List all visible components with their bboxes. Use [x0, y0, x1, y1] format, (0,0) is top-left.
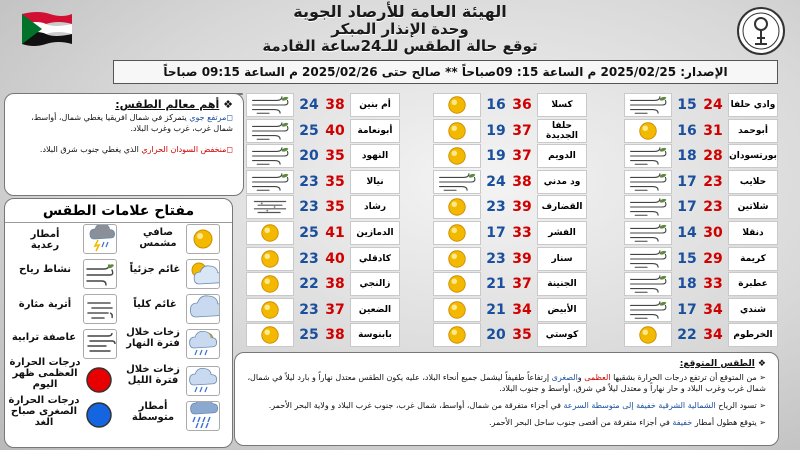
- dust-icon: [83, 294, 117, 324]
- city-name: حلايب: [728, 170, 778, 194]
- expected-item-wind: [246, 400, 766, 411]
- city-name: القضارف: [537, 195, 587, 219]
- wind-icon: [246, 93, 294, 117]
- city-name: شلاتين: [728, 195, 778, 219]
- city-row: [624, 221, 778, 245]
- legend-title: مفتاح علامات الطقس: [5, 203, 232, 223]
- expected-wind-a: تسود الرياح: [715, 401, 757, 410]
- sunny-icon: [433, 272, 481, 296]
- sunny-icon: [433, 119, 481, 143]
- city-row: [433, 323, 587, 347]
- city-row: [246, 272, 400, 296]
- wind-icon: [83, 259, 117, 289]
- city-row: [624, 272, 778, 296]
- sunny-icon: [246, 272, 294, 296]
- wind-icon: [624, 221, 672, 245]
- city-name: زالنجي: [350, 272, 400, 296]
- sunny-icon: [186, 224, 220, 254]
- legend-label: زخات خلال فترة الليل: [126, 364, 180, 386]
- city-name: الخرطوم: [728, 323, 778, 347]
- min-temp: 16: [677, 122, 697, 139]
- city-row: [246, 247, 400, 271]
- feature-text-low-pressure: الذي يغطي جنوب شرق البلاد.: [39, 145, 142, 154]
- arrow-bullet-icon: ➢: [756, 401, 766, 410]
- min-temp: 23: [486, 250, 506, 267]
- wind-icon: [624, 298, 672, 322]
- min-temp: 17: [677, 301, 697, 318]
- min-temp: 19: [486, 148, 506, 165]
- weather-legend-panel: [4, 198, 233, 448]
- header-title: الهيئة العامة للأرصاد الجوية: [293, 2, 507, 21]
- city-name: دنقلا: [728, 221, 778, 245]
- sunny-icon: [246, 298, 294, 322]
- max-temp: 37: [325, 301, 345, 318]
- max-temp-circle-icon: [83, 366, 115, 394]
- legend-label: صافي مشمس: [139, 227, 177, 249]
- min-temp: 20: [299, 148, 319, 165]
- max-temp: 35: [512, 327, 532, 344]
- min-temp: 23: [486, 199, 506, 216]
- day-showers-icon: [186, 329, 220, 359]
- legend-label: أمطار متوسطة: [131, 401, 175, 423]
- city-name: شندي: [728, 298, 778, 322]
- header-subtitle: وحدة الإنذار المبكر: [331, 20, 469, 38]
- max-temp: 36: [512, 97, 532, 113]
- city-name: الفشر: [537, 221, 587, 245]
- min-temp: 23: [299, 301, 319, 318]
- max-temp: 34: [512, 301, 532, 318]
- city-row: [624, 170, 778, 194]
- legend-label: نشاط رياح: [18, 264, 72, 275]
- city-row: [433, 221, 587, 245]
- feature-lead-high-pressure: مرتفع جوي: [189, 113, 227, 122]
- min-temp: 22: [299, 276, 319, 293]
- city-name: حلفا الجديدة: [537, 119, 587, 143]
- wind-icon: [624, 195, 672, 219]
- min-temp: 24: [299, 97, 319, 113]
- min-temp: 15: [677, 97, 697, 113]
- expected-item-temperature: [246, 372, 766, 394]
- city-name: الأبيض: [537, 298, 587, 322]
- expected-temp-b: و: [577, 373, 585, 382]
- city-row: [433, 272, 587, 296]
- night-showers-icon: [186, 366, 220, 396]
- thunderstorm-icon: [83, 224, 117, 254]
- city-name: بابنوسة: [350, 323, 400, 347]
- city-row: [624, 119, 778, 143]
- expected-temp-min: الصغرى: [551, 373, 578, 382]
- diamond-bullet-icon: ❖: [219, 98, 233, 111]
- min-temp-circle-icon: [83, 401, 115, 429]
- city-row: [433, 144, 587, 168]
- min-temp: 22: [677, 327, 697, 344]
- wind-icon: [246, 144, 294, 168]
- min-temp: 15: [677, 250, 697, 267]
- city-name: كسلا: [537, 93, 587, 117]
- max-temp: 39: [512, 199, 532, 216]
- city-row: [433, 195, 587, 219]
- expected-weather-panel: [234, 352, 779, 446]
- expected-temp-c: إرتفاعاً طفيفاً ليشمل جميع أنحاء البلاد، عليه يكون الطقس معتدل نهاراً و بارد ليلاً في شمال، شمال غرب وغرب البلاد و حار نهاراً و معتدل ليلاً في شرق، أواسط و جنوب البلاد.: [247, 373, 766, 393]
- legend-label: غائم كلياً: [133, 299, 177, 310]
- city-row: [624, 144, 778, 168]
- city-row: [433, 93, 587, 117]
- legend-label: زخات خلال فترة النهار: [126, 327, 180, 349]
- min-temp: 17: [677, 173, 697, 190]
- city-row: [246, 144, 400, 168]
- sunny-icon: [433, 221, 481, 245]
- city-name: الدويم: [537, 144, 587, 168]
- max-temp: 40: [325, 250, 345, 267]
- wind-icon: [624, 93, 672, 117]
- city-row: [624, 93, 778, 117]
- city-row: [624, 195, 778, 219]
- min-temp: 23: [299, 199, 319, 216]
- city-row: [246, 298, 400, 322]
- city-row: [246, 323, 400, 347]
- city-name: بورتسودان: [728, 144, 778, 168]
- features-title-row: [13, 99, 233, 110]
- sunny-icon: [433, 323, 481, 347]
- moderate-rain-icon: [186, 401, 220, 431]
- expected-title-row: [246, 359, 766, 370]
- city-name: عطبرة: [728, 272, 778, 296]
- city-row: [624, 247, 778, 271]
- expected-temp-a: من المتوقع أن ترتفع درجات الحرارة بشقيها: [610, 373, 757, 382]
- min-temp: 20: [486, 327, 506, 344]
- city-name: أبونعامة: [350, 119, 400, 143]
- max-temp: 28: [703, 148, 723, 165]
- sunny-icon: [624, 119, 672, 143]
- min-temp: 16: [486, 97, 506, 113]
- min-temp: 25: [299, 122, 319, 139]
- max-temp: 38: [325, 276, 345, 293]
- legend-label: غائم جزئياً: [129, 264, 181, 275]
- city-name: الدمازين: [350, 221, 400, 245]
- min-temp: 14: [677, 225, 697, 241]
- max-temp: 30: [703, 225, 723, 241]
- max-temp: 29: [703, 250, 723, 267]
- wind-icon: [246, 119, 294, 143]
- expected-wind-highlight: الشمالية الشرقية خفيفة إلى متوسطة السرعة: [563, 401, 716, 410]
- max-temp: 39: [512, 250, 532, 267]
- city-row: [246, 119, 400, 143]
- max-temp: 33: [703, 276, 723, 293]
- max-temp: 35: [325, 148, 345, 165]
- max-temp: 35: [325, 199, 345, 216]
- sunny-icon: [624, 323, 672, 347]
- city-name: نيالا: [350, 170, 400, 194]
- haze-icon: [246, 195, 294, 219]
- wind-icon: [624, 170, 672, 194]
- max-temp: 35: [325, 173, 345, 190]
- city-row: [433, 247, 587, 271]
- max-temp: 33: [512, 225, 532, 241]
- sunny-icon: [246, 247, 294, 271]
- sunny-icon: [433, 298, 481, 322]
- expected-item-rain: [246, 417, 766, 428]
- min-temp: 25: [299, 225, 319, 241]
- max-temp: 37: [512, 122, 532, 139]
- min-temp: 24: [486, 173, 506, 190]
- city-row: [433, 170, 587, 194]
- square-bullet-icon: ◻: [226, 145, 233, 154]
- dust-storm-icon: [83, 329, 117, 359]
- city-name: سنار: [537, 247, 587, 271]
- max-temp: 37: [512, 148, 532, 165]
- max-temp: 24: [703, 97, 723, 113]
- expected-rain-highlight: خفيفة: [672, 418, 693, 427]
- legend-label: عاصفة ترابية: [11, 332, 77, 343]
- city-name: رشاد: [350, 195, 400, 219]
- city-name: كادقلي: [350, 247, 400, 271]
- min-temp: 19: [486, 122, 506, 139]
- min-temp: 25: [299, 327, 319, 344]
- header-forecast-title: توقع حالة الطقس للـ24ساعة القادمة: [262, 37, 538, 55]
- expected-title: الطقس المتوقع:: [679, 359, 755, 369]
- city-row: [246, 93, 400, 117]
- features-title: أهم معالم الطقس:: [115, 98, 220, 111]
- wind-icon: [624, 247, 672, 271]
- diamond-bullet-icon: ❖: [754, 359, 766, 369]
- city-row: [624, 298, 778, 322]
- city-name: النهود: [350, 144, 400, 168]
- wind-icon: [433, 170, 481, 194]
- max-temp: 38: [512, 173, 532, 190]
- sunny-icon: [433, 195, 481, 219]
- max-temp: 38: [325, 327, 345, 344]
- legend-label: أتربة مثارة: [18, 299, 72, 310]
- min-temp: 18: [677, 276, 697, 293]
- expected-rain-b: في أجزاء متفرقة من أقصى جنوب ساحل البحر الأحمر.: [489, 418, 673, 427]
- expected-temp-max: العظمى: [584, 373, 611, 382]
- city-row: [246, 195, 400, 219]
- city-name: وادي حلفا: [728, 93, 778, 117]
- cloudy-icon: [186, 294, 220, 324]
- arrow-bullet-icon: ➢: [756, 373, 766, 382]
- max-temp: 41: [325, 225, 345, 241]
- min-temp: 21: [486, 301, 506, 318]
- city-name: أم بنين: [350, 93, 400, 117]
- max-temp: 34: [703, 301, 723, 318]
- city-row: [433, 119, 587, 143]
- expected-wind-b: في أجزاء متفرقة من شمال، أواسط، شمال غرب، جنوب غرب البلاد و ولاية البحر الأحمر.: [268, 401, 564, 410]
- arrow-bullet-icon: ➢: [756, 418, 766, 427]
- min-temp: 23: [299, 173, 319, 190]
- feature-text-high-pressure: يتمركز في شمال افريقيا يغطي شمال، أواسط، شمال غرب، غرب وغرب البلاد.: [31, 113, 233, 133]
- sunny-icon: [433, 144, 481, 168]
- square-bullet-icon: ◻: [226, 113, 233, 122]
- expected-rain-a: يتوقع هطول أمطار: [692, 418, 757, 427]
- city-name: الضعين: [350, 298, 400, 322]
- legend-label: أمطار رعدية: [30, 229, 60, 251]
- min-temp: 23: [299, 250, 319, 267]
- sunny-icon: [246, 323, 294, 347]
- max-temp: 37: [512, 276, 532, 293]
- max-temp: 31: [703, 122, 723, 139]
- max-temp: 23: [703, 173, 723, 190]
- min-temp: 17: [486, 225, 506, 241]
- min-temp: 18: [677, 148, 697, 165]
- issue-validity-bar: الإصدار: 2025/02/25 م الساعة 15: 09صباحاً ** صالح حتى 2025/02/26 م الساعة 09:15 صباحاً: [113, 60, 778, 84]
- city-name: كريمة: [728, 247, 778, 271]
- city-name: أبوحمد: [728, 119, 778, 143]
- feature-lead-low-pressure: منخفض السودان الحراري: [141, 145, 227, 154]
- max-temp: 38: [325, 97, 345, 113]
- legend-label: درجات الحرارة العظمى ظهر اليوم: [9, 357, 81, 390]
- min-temp: 17: [677, 199, 697, 216]
- feature-item-low-pressure: [13, 144, 233, 155]
- city-name: الجنينة: [537, 272, 587, 296]
- partly-cloudy-icon: [186, 259, 220, 289]
- wind-icon: [624, 144, 672, 168]
- max-temp: 34: [703, 327, 723, 344]
- city-row: [433, 298, 587, 322]
- city-row: [624, 323, 778, 347]
- city-name: كوستي: [537, 323, 587, 347]
- min-temp: 21: [486, 276, 506, 293]
- wind-icon: [246, 170, 294, 194]
- wind-icon: [624, 272, 672, 296]
- weather-features-visible-panel: [4, 93, 244, 196]
- sunny-icon: [433, 93, 481, 117]
- max-temp: 23: [703, 199, 723, 216]
- city-row: [246, 170, 400, 194]
- sunny-icon: [433, 247, 481, 271]
- city-row: [246, 221, 400, 245]
- city-name: ود مدني: [537, 170, 587, 194]
- legend-label: درجات الحرارة الصغرى صباح الغد: [8, 395, 80, 428]
- feature-item-high-pressure: [13, 112, 233, 134]
- max-temp: 40: [325, 122, 345, 139]
- sunny-icon: [246, 221, 294, 245]
